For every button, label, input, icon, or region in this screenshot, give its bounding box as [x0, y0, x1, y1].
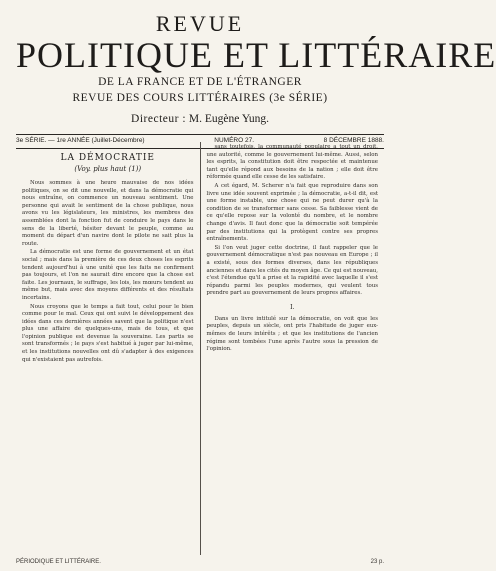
footer-right: 23 p. — [370, 559, 384, 565]
right-column-text — [207, 144, 379, 298]
article-columns — [16, 142, 384, 555]
director-name: M. Eugène Yung. — [188, 113, 269, 125]
paragraph: La démocratie est une forme de gouvernement et un état social ; mais dans la première de ces deux choses les esprits tendent aujourd'hui à une unité que les faits ne confirment pas toujours, et l'on ne saurait dire encore que la chose est faite. Les journaux, le suffrage, les lois, les mœurs tendent au même but, mais avec des moyens différents et des résultats incertains. — [22, 249, 194, 301]
paragraph: A cet égard, M. Scherer n'a fait que reproduire dans son livre une idée souvent exprimée ; la démocratie, a-t-il dit, est une forme instable, une chose qui ne peut durer qu'à la condition de se transformer sans cesse. Sa faiblesse vient de ce qu'elle repose sur la volonté du nombre, et le nombre change d'avis. Il faut donc que la démocratie soit tempérée par des institutions qui la protègent contre ses propres entraînements. — [206, 182, 378, 243]
masthead-title: POLITIQUE ET LITTÉRAIRE — [16, 35, 496, 75]
paragraph: Nous croyons que le temps a fait tout, celui pour le bien comme pour le mal. Ceux qui ont suivi le développement des idées dans ces dernières années savent que la politique n'est plus une affaire de quelques-uns, mais de tous, et que l'opinion publique est devenue la souveraine. Les partis se sont transformés ; le pays s'est habitué à juger par lui-même, et les institutions nouvelles ont dû s'adapter à des exigences qui n'existaient pas autrefois. — [22, 303, 194, 363]
column-left — [16, 142, 200, 555]
column-right — [201, 142, 385, 555]
footer-left: PÉRIODIQUE ET LITTÉRAIRE. — [16, 559, 101, 565]
article-subtitle: (Voy. plus haut (1)) — [74, 165, 142, 173]
director-line — [16, 110, 384, 128]
paragraph: Si l'on veut juger cette doctrine, il faut rappeler que le gouvernement démocratique n'est pas nouveau en Europe ; il a existé, sous des formes diverses, dans les républiques anciennes et dans les cités du moyen âge. Ce qui est nouveau, c'est l'étendue qu'il a prise et la rapidité avec laquelle il s'est répandu parmi les peuples modernes, qui veulent tous prendre part au gouvernement de leurs propres affaires. — [206, 244, 378, 297]
issue-date: 8 DÉCEMBRE 1888. — [323, 137, 384, 144]
issue-number: NUMÉRO 27. — [214, 137, 254, 144]
paragraph: Nous sommes à une heure mauvaise de nos idées politiques, on se dit une nouvelle, et dans la démocratie qui nous entraîne, on commence un nouveau sentiment. Une personne qui avait le sentiment de la chose publique, nous avons vu les législateurs, les ministres, les membres des assemblées dont la fonction fut de conduire le pays dans le sens de la liberté, hésiter devant le peuple, comme au moment du départ d'un navire dont le pilote ne sait plus la route. — [22, 180, 194, 247]
paragraph: sans toutefois, la communauté populaire a tout un droit, une autorité, comme le gouvernement lui-même. Aussi, selon les esprits, la constitution doit être respectée et maintenue tant qu'elle répond aux besoins de la nation ; elle doit être réformée quand elle cesse de les satisfaire. — [206, 144, 378, 181]
masthead — [16, 11, 496, 128]
section-number: I. — [290, 303, 295, 311]
left-column-text — [22, 180, 194, 364]
right-column-text-2 — [207, 316, 379, 354]
masthead-subtitle-2: REVUE DES COURS LITTÉRAIRES (3e SÉRIE) — [72, 92, 328, 104]
paragraph: Dans un livre intitulé sur la démocratie, on voit que les peuples, depuis un siècle, ont pris l'habitude de juger eux-mêmes de leurs intérêts ; et que les institutions de l'ancien régime sont tombées l'une après l'autre sous la pression de l'opinion. — [206, 315, 378, 353]
issue-series: 3e SÉRIE. — 1re ANNÉE (Juillet-Décembre) — [16, 137, 145, 144]
masthead-revue: REVUE — [155, 11, 245, 36]
director-label: Directeur : — [131, 113, 187, 125]
masthead-subtitle-1: DE LA FRANCE ET DE L'ÉTRANGER — [98, 76, 302, 88]
article-title: LA DÉMOCRATIE — [60, 153, 155, 163]
page-footer — [16, 558, 384, 567]
